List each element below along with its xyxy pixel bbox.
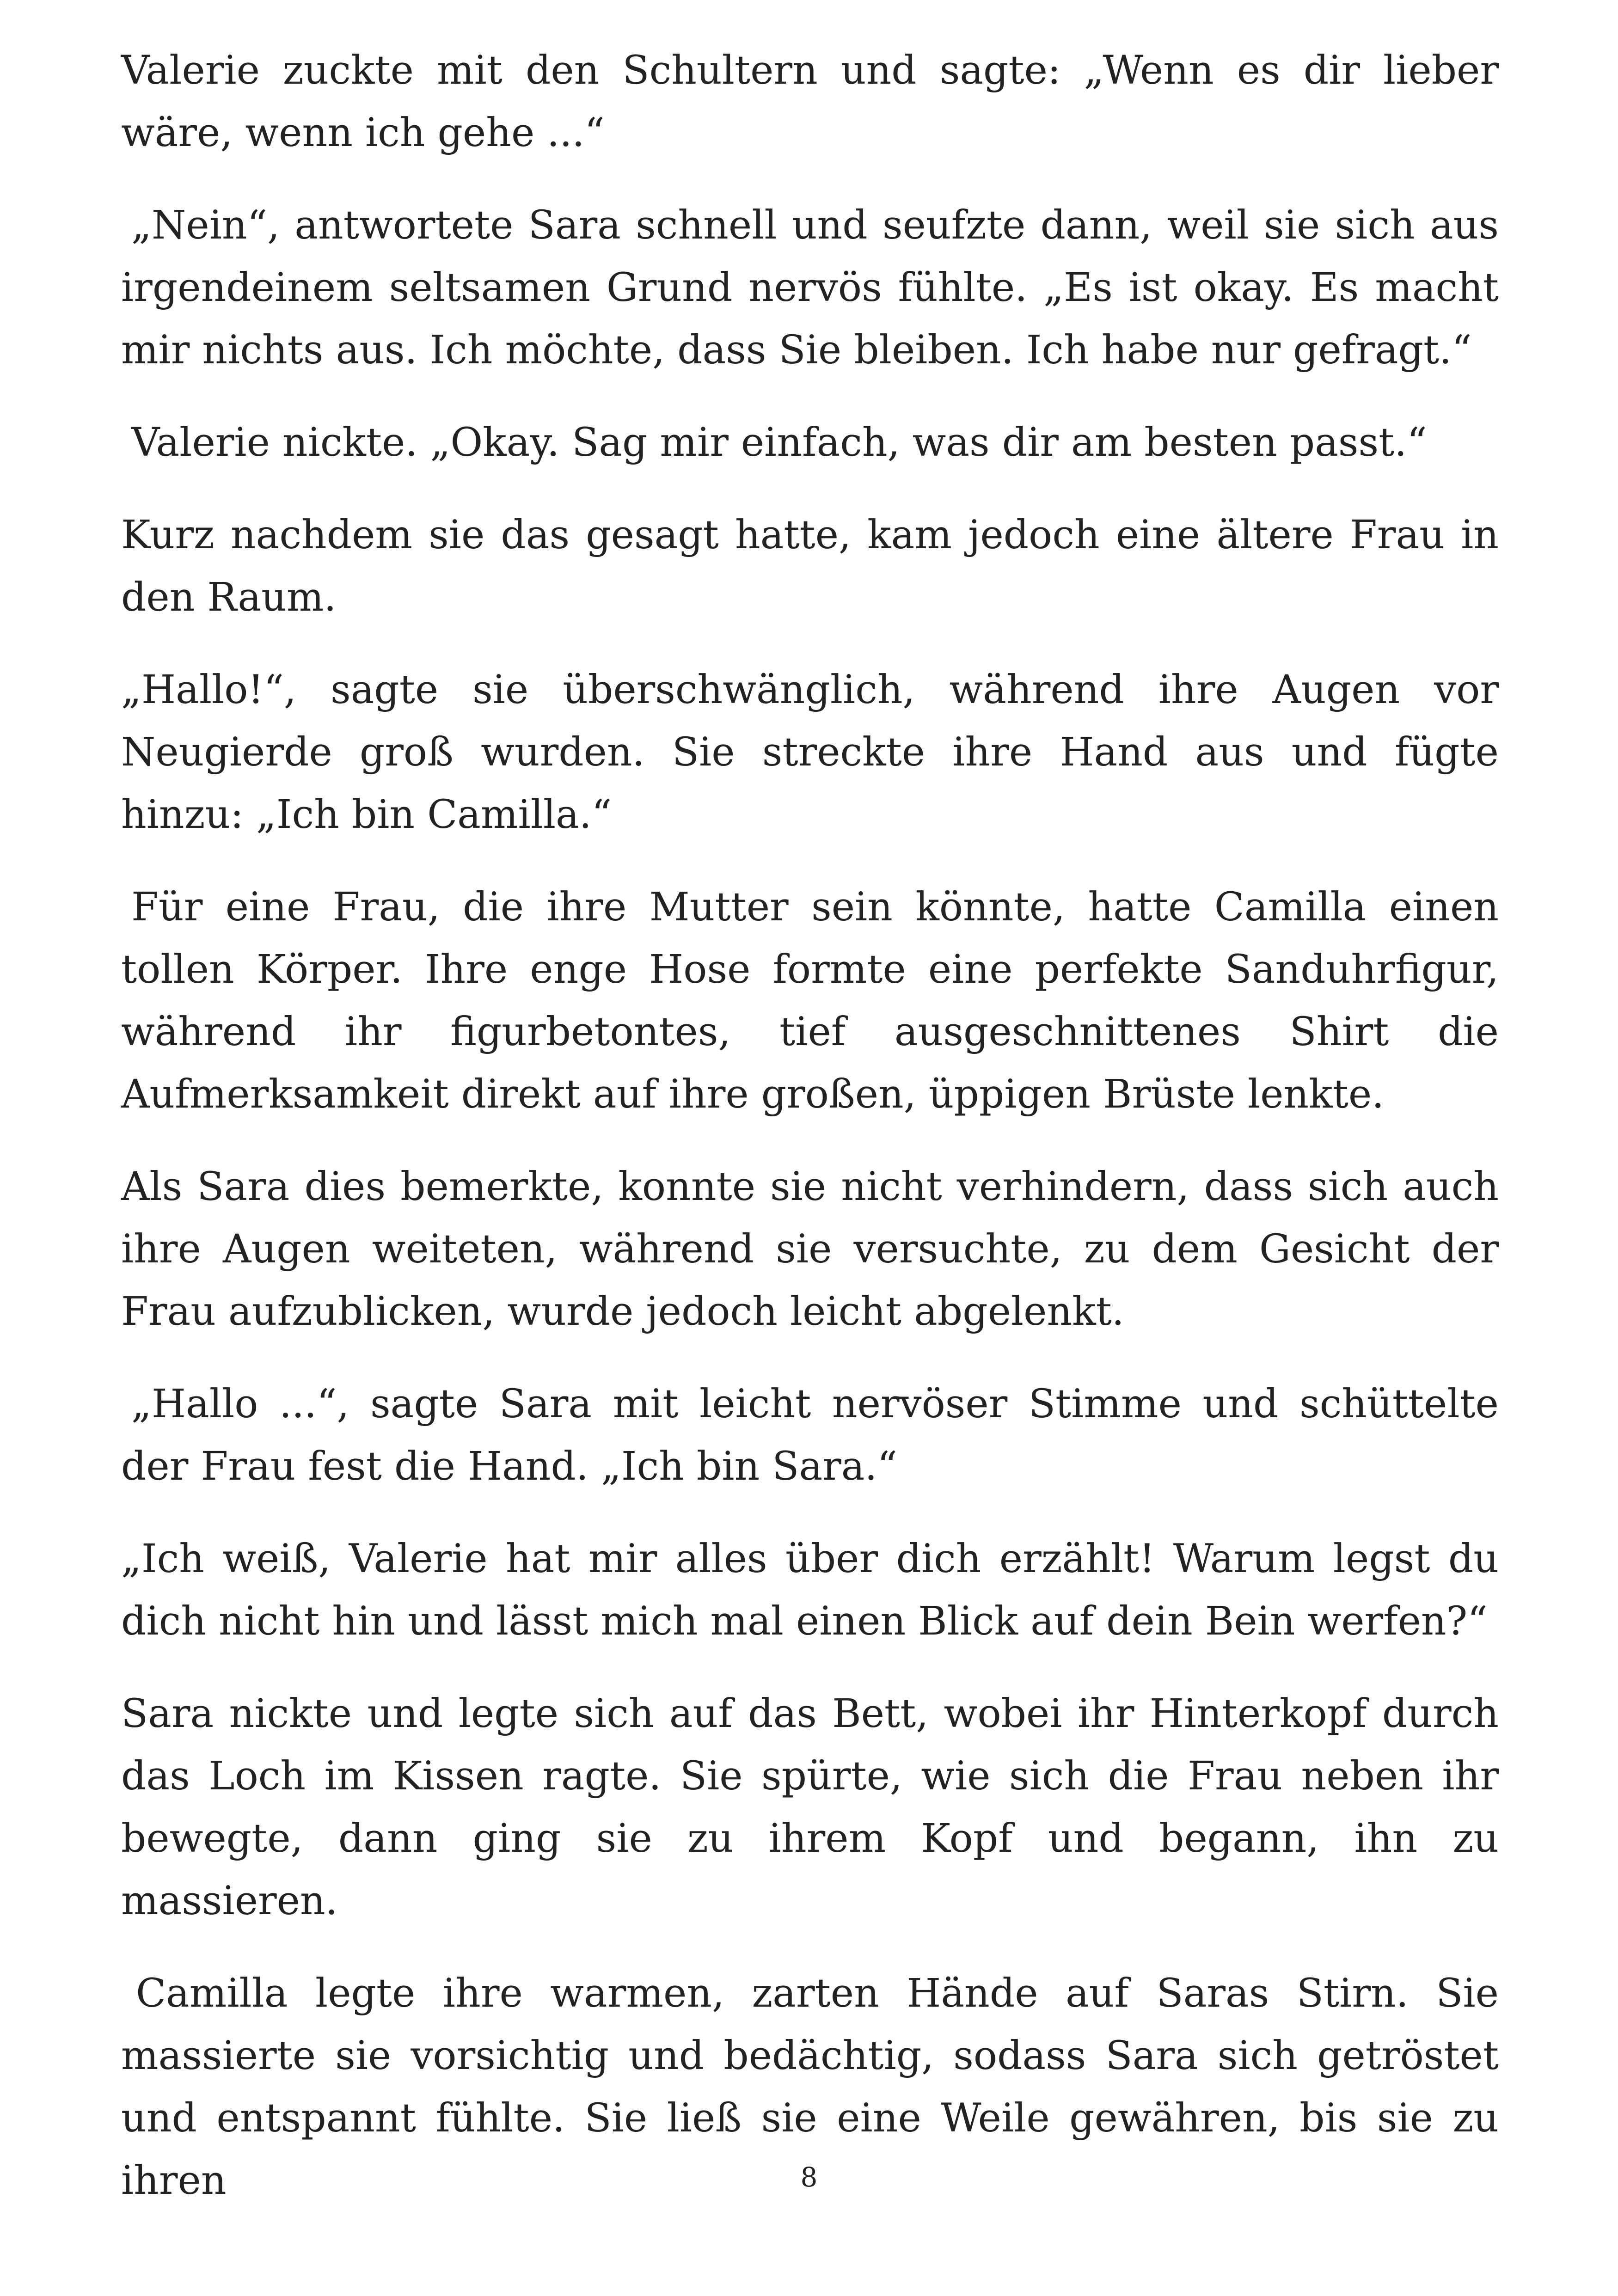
page-body-text xyxy=(121,39,1499,2242)
paragraph: „Ich weiß, Valerie hat mir alles über dich erzählt! Warum legst du dich nicht hin und lässt mich mal einen Blick auf dein Bein werfen?“ xyxy=(121,1536,1499,1644)
paragraph: Kurz nachdem sie das gesagt hatte, kam jedoch eine ältere Frau in den Raum. xyxy=(121,512,1499,620)
paragraph: Valerie nickte. „Okay. Sag mir einfach, was dir am besten passt.“ xyxy=(131,420,1427,465)
paragraph: Sara nickte und legte sich auf das Bett, wobei ihr Hinterkopf durch das Loch im Kissen ragte. Sie spürte, wie sich die Frau neben ihr bewegte, dann ging sie zu ihrem Kopf und begann, ihn zu massieren. xyxy=(121,1691,1499,1924)
paragraph: Als Sara dies bemerkte, konnte sie nicht verhindern, dass sich auch ihre Augen weiteten, während sie versuchte, zu dem Gesicht der Frau aufzublicken, wurde jedoch leicht abgelenkt. xyxy=(121,1164,1499,1335)
paragraph: „Nein“, antwortete Sara schnell und seufzte dann, weil sie sich aus irgendeinem seltsamen Grund nervös fühlte. „Es ist okay. Es macht mir nichts aus. Ich möchte, dass Sie bleiben. Ich habe nur gefragt.“ xyxy=(121,202,1499,373)
paragraph: Valerie zuckte mit den Schultern und sagte: „Wenn es dir lieber wäre, wenn ich gehe ...“ xyxy=(121,48,1499,156)
paragraph: Camilla legte ihre warmen, zarten Hände auf Saras Stirn. Sie massierte sie vorsichtig und bedächtig, sodass Sara sich getröstet und entspannt fühlte. Sie ließ sie eine Weile gewähren, bis sie zu ihren xyxy=(121,1971,1499,2204)
page-number: 8 xyxy=(800,2161,818,2193)
paragraph: „Hallo ...“, sagte Sara mit leicht nervöser Stimme und schüttelte der Frau fest die Hand. „Ich bin Sara.“ xyxy=(121,1381,1499,1489)
paragraph: Für eine Frau, die ihre Mutter sein könnte, hatte Camilla einen tollen Körper. Ihre enge Hose formte eine perfekte Sanduhrfigur, während ihr figurbetontes, tief ausgeschnittenes Shirt die Aufmerksamkeit direkt auf ihre großen, üppigen Brüste lenkte. xyxy=(121,884,1499,1117)
paragraph: „Hallo!“, sagte sie überschwänglich, während ihre Augen vor Neugierde groß wurden. Sie streckte ihre Hand aus und fügte hinzu: „Ich bin Camilla.“ xyxy=(121,667,1499,838)
